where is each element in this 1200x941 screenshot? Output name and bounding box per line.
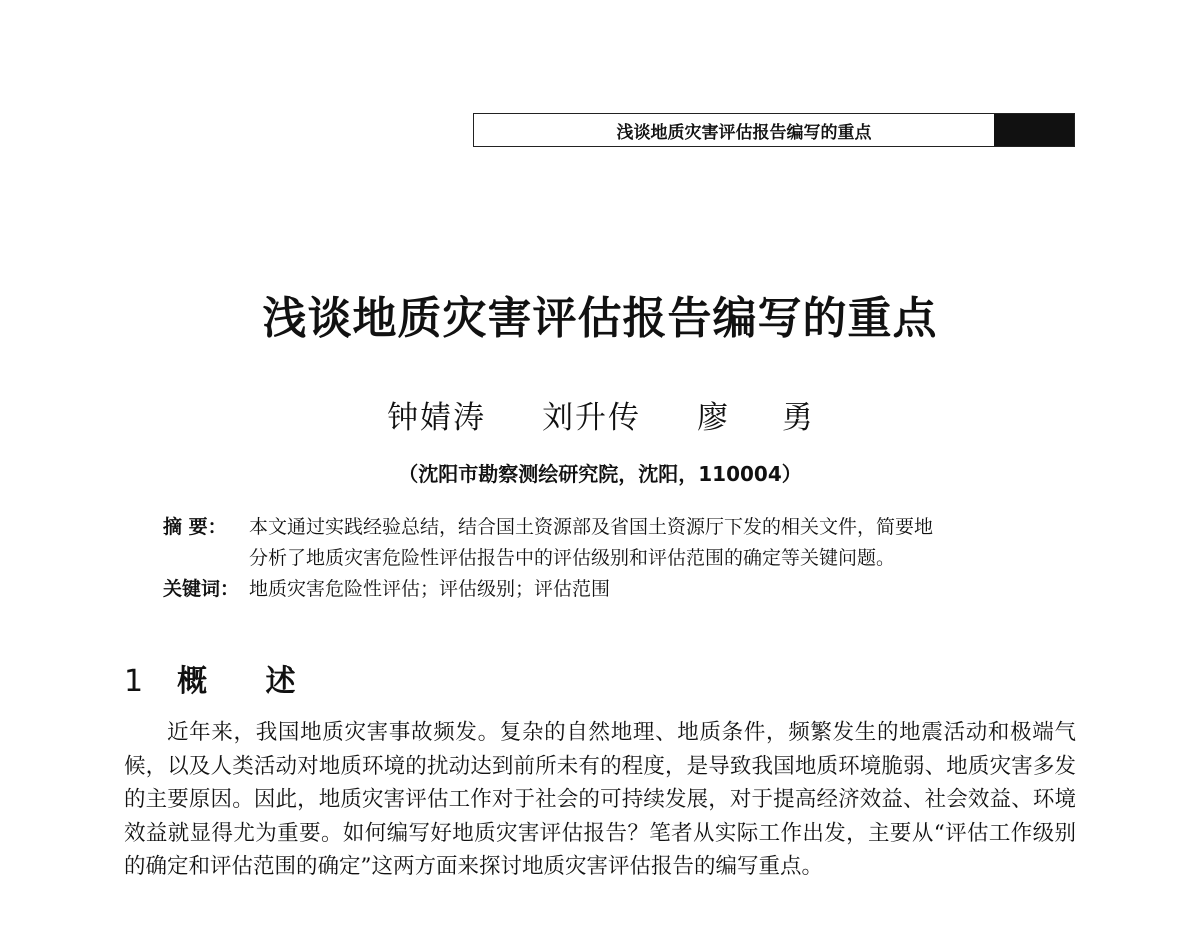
paper-title: 浅谈地质灾害评估报告编写的重点 [262,293,938,344]
affiliation: （沈阳市勘察测绘研究院，沈阳，110004） [398,462,802,486]
author-list [0,392,1200,437]
abstract-label: 摘 要： [163,516,227,538]
author-2: 刘升传 [542,400,642,436]
author-3: 廖 勇 [697,400,835,436]
keywords-label: 关键词： [163,578,240,600]
abstract-indent [163,543,249,574]
body-paragraph: 近年来，我国地质灾害事故频发。复杂的自然地理、地质条件，频繁发生的地震活动和极端气候，以及人类活动对地质环境的扰动达到前所未有的程度，是导致我国地质环境脆弱、地质灾害多发的主要原因。因此，地质灾害评估工作对于社会的可持续发展，对于提高经济效益、社会效益、环境效益就显得尤为重要。如何编写好地质灾害评估报告？笔者从实际工作出发，主要从“评估工作级别的确定和评估范围的确定”这两方面来探讨地质灾害评估报告的编写重点。 [124,720,1076,879]
abstract-block [163,512,1063,605]
section-title: 概 述 [177,664,320,699]
abstract-row-1 [163,512,1063,543]
section-heading [124,656,320,700]
abstract-line-2: 分析了地质灾害危险性评估报告中的评估级别和评估范围的确定等关键问题。 [249,547,896,569]
author-1: 钟婧涛 [387,400,487,436]
keywords-text: 地质灾害危险性评估；评估级别；评估范围 [249,578,611,600]
running-header-text: 浅谈地质灾害评估报告编写的重点 [616,122,872,143]
section-number: 1 [124,664,144,699]
abstract-row-2 [163,543,1063,574]
running-header [473,113,1075,147]
running-header-black-block [994,114,1074,146]
keywords-row [163,574,1063,605]
abstract-line-1: 本文通过实践经验总结，结合国土资源部及省国土资源厅下发的相关文件，简要地 [249,516,934,538]
